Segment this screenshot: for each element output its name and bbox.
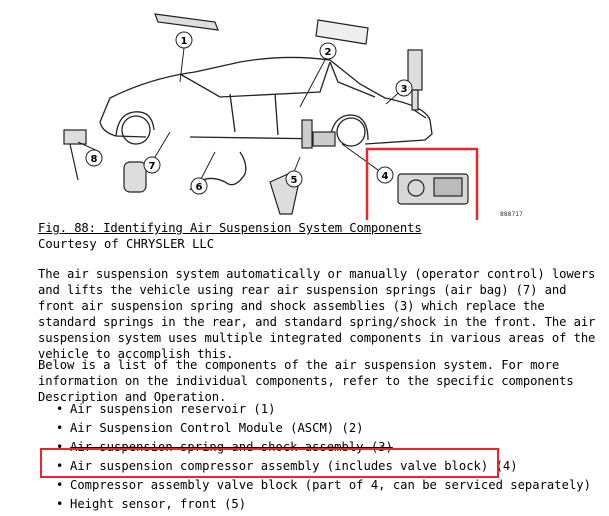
list-item-text: Compressor assembly valve block (part of 4, can be serviced separately) xyxy=(70,478,591,492)
callout-6 xyxy=(191,178,207,194)
components-intro-paragraph: Below is a list of the components of the air suspension system. For more information on the individual components, refer to the specific components Description and Operation. xyxy=(38,358,574,404)
compressor-part xyxy=(398,174,468,204)
control-module-part xyxy=(316,20,368,44)
callout-1 xyxy=(176,32,192,48)
callout-7 xyxy=(144,157,160,173)
rear-height-sensor-part xyxy=(64,130,86,180)
callout-2 xyxy=(320,43,336,59)
bullet-icon: • xyxy=(56,478,64,492)
compressor-list-highlight-box xyxy=(40,448,499,478)
callout-2-label: 2 xyxy=(324,47,332,58)
reservoir-part xyxy=(155,14,218,30)
callout-1-label: 1 xyxy=(180,36,188,47)
callout-7-label: 7 xyxy=(148,161,156,172)
callout-5-label: 5 xyxy=(290,175,298,186)
air-suspension-diagram xyxy=(30,2,585,220)
list-item xyxy=(52,400,591,419)
list-item xyxy=(52,476,591,495)
callout-5 xyxy=(286,171,302,187)
list-item-text: Air suspension compressor assembly (includes valve block) (4) xyxy=(70,459,518,473)
callout-4 xyxy=(377,167,393,183)
intro-paragraph: The air suspension system automatically or manually (operator control) lowers and lifts the vehicle using rear air suspension springs (air bag) (7) and front air suspension spring and shock assemblies (3) which replace the standard springs in the rear, and standard spring/shock in the front. The air suspension system uses multiple integrated components in various areas of the vehicle to accomplish this. xyxy=(38,267,596,361)
list-item xyxy=(52,495,591,514)
callout-8 xyxy=(86,150,102,166)
callout-8-label: 8 xyxy=(90,154,98,165)
callout-3-label: 3 xyxy=(400,84,408,95)
bullet-icon: • xyxy=(56,459,64,473)
list-item-text: Height sensor, front (5) xyxy=(70,497,247,511)
figure-id: 888717 xyxy=(500,211,523,218)
list-item-text: Air suspension reservoir (1) xyxy=(70,402,276,416)
list-item-text: Air suspension spring and shock assembly (3) xyxy=(70,440,393,454)
rear-air-spring-part xyxy=(124,162,146,192)
callout-3 xyxy=(396,80,412,96)
figure-caption: Fig. 88: Identifying Air Suspension System Components xyxy=(38,221,422,235)
bullet-icon: • xyxy=(56,421,64,435)
list-item xyxy=(52,419,591,438)
callout-4-label: 4 xyxy=(381,171,389,182)
bullet-icon: • xyxy=(56,402,64,416)
bullet-icon: • xyxy=(56,497,64,511)
callout-6-label: 6 xyxy=(195,182,203,193)
list-item-text: Air Suspension Control Module (ASCM) (2) xyxy=(70,421,364,435)
bullet-icon: • xyxy=(56,440,64,454)
figure-courtesy: Courtesy of CHRYSLER LLC xyxy=(38,237,215,251)
